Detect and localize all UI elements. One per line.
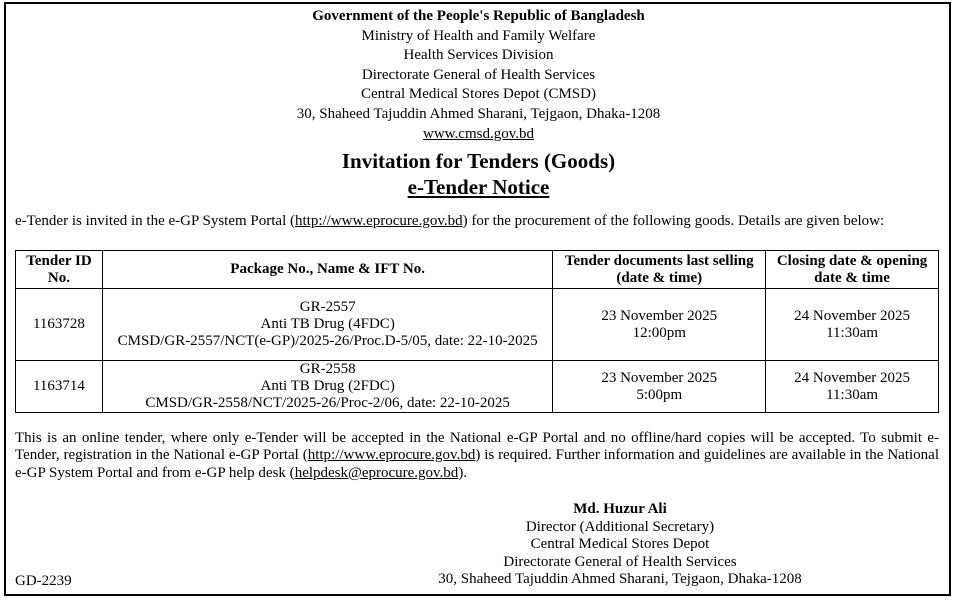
package-name: Anti TB Drug (4FDC) bbox=[260, 316, 395, 332]
signatory-address: 30, Shaheed Tajuddin Ahmed Sharani, Tejgaon, Dhaka-1208 bbox=[438, 571, 802, 587]
footer-text-1: This is an online tender, where only e-Tender will be accepted in the National e-GP Portal and no offline/hard copies will be accepted. To submit e-Tender, registration in the National e-GP Portal ( bbox=[15, 430, 939, 464]
eprocure-link[interactable]: http://www.eprocure.gov.bd bbox=[295, 213, 463, 229]
footer-text-3: ). bbox=[458, 464, 468, 481]
package-no: GR-2557 bbox=[299, 299, 356, 315]
closing-time: 11:30am bbox=[826, 386, 879, 403]
package-cell bbox=[102, 361, 552, 413]
government-name: Government of the People's Republic of Bangladesh bbox=[312, 8, 645, 24]
selling-cell bbox=[553, 289, 766, 361]
ift-no: CMSD/GR-2557/NCT(e-GP)/2025-26/Proc.D-5/05, date: 22-10-2025 bbox=[117, 333, 538, 349]
tender-table bbox=[15, 250, 939, 413]
notice-subtitle: e-Tender Notice bbox=[407, 175, 550, 199]
closing-time: 11:30am bbox=[826, 324, 879, 341]
table-row bbox=[16, 361, 939, 413]
closing-cell bbox=[766, 361, 939, 413]
table-header-row bbox=[16, 251, 939, 289]
ift-no: CMSD/GR-2558/NCT/2025-26/Proc-2/06, date: 22-10-2025 bbox=[145, 395, 510, 411]
ministry-name: Ministry of Health and Family Welfare bbox=[361, 27, 596, 44]
footer-text-2: ) is required. Further information and guidelines are available in the National e-GP System Portal and from e-GP help desk ( bbox=[15, 447, 939, 481]
selling-time: 5:00pm bbox=[636, 386, 683, 403]
office-address: 30, Shaheed Tajuddin Ahmed Sharani, Tejgaon, Dhaka-1208 bbox=[296, 105, 661, 122]
intro-text-start: e-Tender is invited in the e-GP System Portal ( bbox=[15, 213, 296, 229]
helpdesk-email-link[interactable]: helpdesk@eprocure.gov.bd bbox=[294, 464, 459, 481]
division-name: Health Services Division bbox=[403, 47, 554, 64]
reference-code: GD-2239 bbox=[15, 573, 72, 589]
selling-date: 23 November 2025 bbox=[601, 369, 718, 386]
tender-id-cell: 1163728 bbox=[16, 289, 103, 361]
header-closing: Closing date & opening date & time bbox=[766, 251, 939, 289]
website-link[interactable]: www.cmsd.gov.bd bbox=[423, 125, 534, 142]
signatory-office: Central Medical Stores Depot bbox=[530, 536, 710, 552]
directorate-name: Directorate General of Health Services bbox=[361, 66, 596, 83]
footer-paragraph bbox=[15, 430, 939, 482]
selling-cell bbox=[553, 361, 766, 413]
intro-paragraph bbox=[15, 213, 939, 230]
notice-title: Invitation for Tenders (Goods) bbox=[341, 149, 616, 173]
header-tender-id: Tender ID No. bbox=[16, 251, 103, 289]
intro-text-end: ) for the procurement of the following goods. Details are given below: bbox=[462, 213, 885, 229]
header-package: Package No., Name & IFT No. bbox=[102, 251, 552, 289]
notice-titles bbox=[0, 148, 957, 200]
package-cell bbox=[102, 289, 552, 361]
closing-date: 24 November 2025 bbox=[794, 369, 910, 386]
issuer-header bbox=[0, 7, 957, 144]
header-selling: Tender documents last selling (date & time) bbox=[553, 251, 766, 289]
office-name: Central Medical Stores Depot (CMSD) bbox=[361, 86, 596, 103]
selling-date: 23 November 2025 bbox=[601, 307, 718, 324]
selling-time: 12:00pm bbox=[632, 324, 686, 341]
signatory-name: Md. Huzur Ali bbox=[573, 501, 667, 517]
package-name: Anti TB Drug (2FDC) bbox=[260, 378, 395, 394]
package-no: GR-2558 bbox=[299, 361, 356, 377]
closing-cell bbox=[766, 289, 939, 361]
signature-block bbox=[380, 501, 860, 589]
closing-date: 24 November 2025 bbox=[794, 307, 910, 324]
table-row bbox=[16, 289, 939, 361]
signatory-department: Directorate General of Health Services bbox=[503, 553, 737, 570]
eprocure-link-footer[interactable]: http://www.eprocure.gov.bd bbox=[307, 447, 476, 464]
signatory-designation: Director (Additional Secretary) bbox=[525, 518, 715, 535]
tender-id-cell: 1163714 bbox=[16, 361, 103, 413]
